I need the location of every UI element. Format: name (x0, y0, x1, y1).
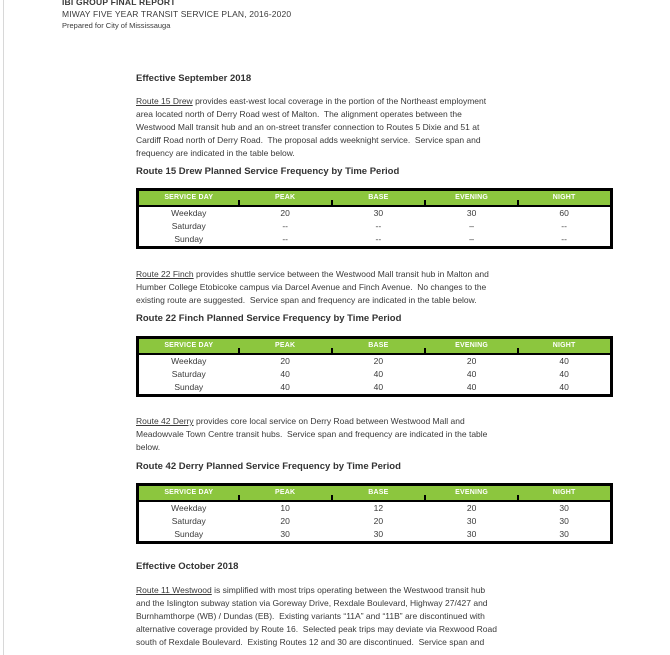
route15-name-underlined: Route 15 Drew (136, 96, 193, 106)
paragraph-line: Westwood Mall transit hub and an on-street transfer connection to Routes 5 Dixie and 51 at (136, 122, 480, 132)
col-header-base: BASE (332, 190, 425, 207)
col-header-peak: PEAK (239, 338, 332, 355)
frequency-cell: 30 (280, 529, 290, 539)
frequency-cell: 40 (373, 369, 384, 379)
frequency-cell: 30 (466, 529, 477, 539)
report-header (62, 0, 291, 32)
section-heading-october: Effective October 2018 (136, 561, 239, 572)
service-day-cell: Sunday (174, 382, 204, 392)
service-day-cell: Weekday (171, 356, 207, 366)
route11-name-underlined: Route 11 Westwood (136, 585, 212, 595)
col-header-evening: EVENING (425, 190, 518, 207)
route42-frequency-table (136, 483, 613, 544)
service-day-cell: Weekday (171, 503, 207, 513)
frequency-cell: -- (282, 221, 288, 231)
route42-table-title: Route 42 Derry Planned Service Frequency by Time Period (136, 461, 401, 472)
frequency-cell: 30 (559, 516, 569, 526)
frequency-cell: 20 (466, 356, 477, 366)
frequency-cell: 30 (466, 208, 477, 218)
frequency-cell: 40 (280, 369, 290, 379)
table-header-row (138, 190, 612, 207)
frequency-cell: 20 (373, 516, 384, 526)
table-row-sunday (138, 233, 612, 248)
paragraph-line: Meadowvale Town Centre transit hubs. Service span and frequency are indicated in the table (136, 429, 488, 439)
route11-paragraph (136, 584, 613, 649)
paragraph-line (136, 268, 613, 281)
route15-table-title: Route 15 Drew Planned Service Frequency by Time Period (136, 166, 400, 177)
paragraph-text: is simplified with most trips operating between the Westwood transit hub (211, 585, 486, 595)
table-header-row (138, 338, 612, 355)
paragraph-line: and the Islington subway station via Goreway Drive, Rexdale Boulevard, Highway 27/427 and (136, 598, 488, 608)
frequency-cell: 12 (373, 503, 384, 513)
frequency-cell: 30 (373, 529, 384, 539)
col-header-evening: EVENING (425, 485, 518, 502)
frequency-cell: 30 (559, 503, 569, 513)
frequency-cell: -- (282, 234, 288, 244)
paragraph-line (136, 95, 613, 108)
frequency-cell: 20 (373, 356, 384, 366)
frequency-cell: 20 (280, 356, 290, 366)
paragraph-text: provides east-west local coverage in the portion of the Northeast employment (192, 96, 487, 106)
frequency-cell: 40 (466, 369, 477, 379)
frequency-cell: 10 (280, 503, 290, 513)
paragraph-text: provides shuttle service between the Westwood Mall transit hub in Malton and (193, 269, 489, 279)
frequency-cell: 40 (559, 382, 569, 392)
table-row-saturday (138, 515, 612, 528)
frequency-cell: -- (375, 234, 382, 244)
frequency-cell: -- (561, 221, 567, 231)
col-header-night: NIGHT (518, 485, 611, 502)
report-type: IBI GROUP FINAL REPORT (62, 0, 176, 7)
paragraph-line: existing route are suggested. Service span and frequency are indicated in the table below. (136, 295, 477, 305)
service-day-cell: Sunday (174, 234, 204, 244)
route15-frequency-table (136, 188, 613, 249)
col-header-night: NIGHT (518, 190, 611, 207)
paragraph-line: Burnhamthorpe (WB) / Dundas (EB). Existing variants “11A” and “11B” are discontinued with (136, 611, 485, 621)
frequency-cell: – (469, 234, 474, 244)
frequency-cell: – (469, 221, 474, 231)
paragraph-line: Humber College Etobicoke campus via Darcel Avenue and Finch Avenue. No changes to the (136, 282, 487, 292)
col-header-base: BASE (332, 485, 425, 502)
col-header-night: NIGHT (518, 338, 611, 355)
section-heading-september: Effective September 2018 (136, 73, 252, 84)
paragraph-line (136, 584, 613, 597)
col-header-peak: PEAK (239, 190, 332, 207)
col-header-service-day: SERVICE DAY (138, 338, 239, 355)
col-header-service-day: SERVICE DAY (138, 485, 239, 502)
frequency-cell: 40 (559, 369, 569, 379)
paragraph-line: south of Rexdale Boulevard. Existing Routes 12 and 30 are discontinued. Service span and (136, 637, 485, 647)
paragraph-text: provides core local service on Derry Road between Westwood Mall and (193, 416, 465, 426)
frequency-cell: 40 (466, 382, 477, 392)
col-header-base: BASE (332, 338, 425, 355)
table-header-row (138, 485, 612, 502)
frequency-cell: 30 (559, 529, 569, 539)
paragraph-line: Cardiff Road north of Derry Road. The proposal adds weeknight service. Service span and (136, 135, 481, 145)
report-title: MIWAY FIVE YEAR TRANSIT SERVICE PLAN, 2016-2020 (62, 8, 292, 19)
frequency-cell: 40 (559, 356, 569, 366)
table-row-sunday (138, 381, 612, 396)
route22-paragraph (136, 268, 613, 307)
paragraph-line (136, 415, 613, 428)
route22-name-underlined: Route 22 Finch (136, 269, 194, 279)
col-header-service-day: SERVICE DAY (138, 190, 239, 207)
service-day-cell: Saturday (171, 516, 206, 526)
service-day-cell: Saturday (171, 369, 206, 379)
frequency-cell: -- (375, 221, 382, 231)
route42-name-underlined: Route 42 Derry (136, 416, 194, 426)
frequency-cell: -- (561, 234, 567, 244)
frequency-cell: 60 (559, 208, 569, 218)
service-day-cell: Weekday (171, 208, 207, 218)
table-row-saturday (138, 220, 612, 233)
col-header-evening: EVENING (425, 338, 518, 355)
report-prepared-for: Prepared for City of Mississauga (62, 21, 171, 30)
page-left-edge-line (3, 0, 4, 655)
route42-paragraph (136, 415, 613, 454)
table-row-weekday (138, 206, 612, 220)
route22-table-title: Route 22 Finch Planned Service Frequency by Time Period (136, 313, 402, 324)
table-row-saturday (138, 368, 612, 381)
col-header-peak: PEAK (239, 485, 332, 502)
frequency-cell: 40 (373, 382, 384, 392)
paragraph-line: below. (136, 442, 161, 452)
frequency-cell: 30 (373, 208, 384, 218)
frequency-cell: 30 (466, 516, 477, 526)
frequency-cell: 20 (280, 516, 290, 526)
table-row-weekday (138, 501, 612, 515)
service-day-cell: Sunday (174, 529, 204, 539)
paragraph-line: alternative coverage provided by Route 16. Selected peak trips may deviate via Rexwood Road (136, 624, 497, 634)
table-row-weekday (138, 354, 612, 368)
service-day-cell: Saturday (171, 221, 206, 231)
table-row-sunday (138, 528, 612, 543)
page-content (136, 70, 613, 649)
route15-paragraph (136, 95, 613, 160)
frequency-cell: 40 (280, 382, 290, 392)
paragraph-line: area located north of Derry Road west of Malton. The alignment operates between the (136, 109, 462, 119)
paragraph-line: frequency are indicated in the table below. (136, 148, 295, 158)
frequency-cell: 20 (280, 208, 290, 218)
route22-frequency-table (136, 336, 613, 397)
frequency-cell: 20 (466, 503, 477, 513)
